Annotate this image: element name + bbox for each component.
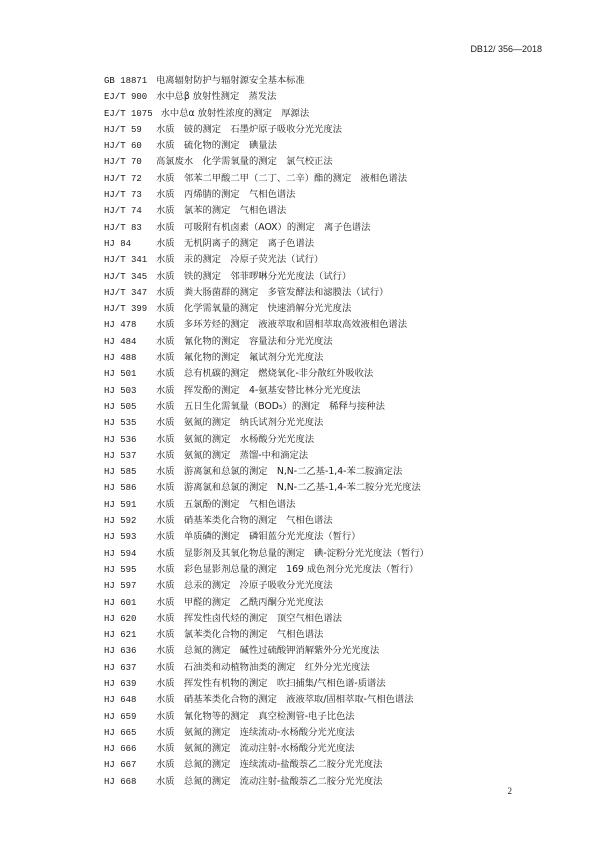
standard-entry — [104, 187, 429, 203]
standard-code: HJ 659 — [104, 711, 137, 722]
standard-title: 水质 显影剂及其氧化物总量的测定 碘-淀粉分光光度法（暂行） — [156, 547, 429, 559]
standard-code: HJ/T 74 — [104, 206, 142, 217]
standard-title: 水质 游离氯和总氯的测定 N,N-二乙基-1,4-苯二胺滴定法 — [156, 466, 403, 478]
standard-title: 水质 氨氮的测定 蒸馏-中和滴定法 — [156, 449, 309, 461]
standard-entry — [104, 171, 429, 187]
document-number: DB12/ 356—2018 — [470, 44, 542, 54]
standard-title: 水质 硝基苯类化合物的测定 液液萃取/固相萃取-气相色谱法 — [156, 694, 414, 706]
standard-entry — [104, 562, 429, 578]
standard-entry — [104, 366, 429, 382]
standard-entry — [104, 106, 429, 122]
standard-title: 水质 五日生化需氧量（BOD₅）的测定 稀释与接种法 — [156, 400, 385, 412]
standard-entry — [104, 399, 429, 415]
standard-entry — [104, 350, 429, 366]
standard-code: HJ 620 — [104, 613, 137, 624]
standard-code: HJ 536 — [104, 434, 137, 445]
standard-entry — [104, 529, 429, 545]
standard-code: HJ/T 73 — [104, 190, 142, 201]
standard-title: 水质 铍的测定 石墨炉原子吸收分光光度法 — [156, 123, 342, 135]
standard-code: HJ/T 72 — [104, 173, 142, 184]
standard-code: HJ 488 — [104, 353, 137, 364]
standard-entry — [104, 627, 429, 643]
standard-title: 水质 硫化物的测定 碘量法 — [156, 140, 277, 152]
standard-entry — [104, 757, 429, 773]
standard-entry — [104, 611, 429, 627]
standard-code: HJ 621 — [104, 630, 137, 641]
standard-entry — [104, 220, 429, 236]
standard-entry — [104, 236, 429, 252]
standard-code: HJ 501 — [104, 369, 137, 380]
standard-title: 水质 硝基苯类化合物的测定 气相色谱法 — [156, 515, 333, 527]
standard-code: HJ 84 — [104, 238, 132, 249]
standard-entry — [104, 448, 429, 464]
standard-title: 水质 总氮的测定 碱性过硫酸钾消解紫外分光光度法 — [156, 645, 380, 657]
standard-code: HJ/T 70 — [104, 157, 142, 168]
standard-code: HJ 665 — [104, 727, 137, 738]
standard-entry — [104, 252, 429, 268]
standard-code: HJ 484 — [104, 336, 137, 347]
standard-code: HJ/T 347 — [104, 287, 148, 298]
standard-title: 水质 挥发性卤代烃的测定 顶空气相色谱法 — [156, 612, 342, 624]
standard-code: HJ 593 — [104, 532, 137, 543]
standard-entry — [104, 415, 429, 431]
standard-code: EJ/T 1075 — [104, 108, 153, 119]
standard-title: 水质 可吸附有机卤素（AOX）的测定 离子色谱法 — [156, 221, 371, 233]
standard-title: 水中总α 放射性浓度的测定 厚源法 — [160, 107, 310, 119]
standard-code: HJ 666 — [104, 744, 137, 755]
standard-entry — [104, 89, 429, 105]
standard-entry — [104, 709, 429, 725]
standard-entry — [104, 464, 429, 480]
standard-code: HJ/T 60 — [104, 141, 142, 152]
standard-title: 水质 游离氯和总氯的测定 N,N-二乙基-1,4-苯二胺分光光度法 — [156, 482, 421, 494]
standard-title: 水质 总氮的测定 连续流动-盐酸萘乙二胺分光光度法 — [156, 759, 383, 771]
standard-entry — [104, 546, 429, 562]
standard-code: HJ 478 — [104, 320, 137, 331]
standard-title: 电离辐射防护与辐射源安全基本标准 — [156, 75, 305, 86]
standard-code: HJ 537 — [104, 450, 137, 461]
standard-entry — [104, 432, 429, 448]
standard-title: 水质 粪大肠菌群的测定 多管发酵法和滤膜法（试行） — [156, 286, 389, 298]
standard-entry — [104, 122, 429, 138]
standard-title: 水质 氰化物的测定 容量法和分光光度法 — [156, 335, 333, 347]
standard-title: 水质 总氮的测定 流动注射-盐酸萘乙二胺分光光度法 — [156, 775, 383, 787]
standard-title: 水质 总汞的测定 冷原子吸收分光光度法 — [156, 580, 333, 592]
standard-title: 水质 多环芳烃的测定 液液萃取和固相萃取高效液相色谱法 — [156, 319, 408, 331]
standard-title: 水质 挥发性有机物的测定 吹扫捕集/气相色谱-质谱法 — [156, 677, 386, 689]
standard-title: 水质 彩色显影剂总量的测定 169 成色剂分光光度法（暂行） — [156, 563, 419, 575]
standard-entry — [104, 578, 429, 594]
standard-code: HJ 597 — [104, 581, 137, 592]
standard-title: 水质 氯苯类化合物的测定 气相色谱法 — [156, 629, 324, 641]
standard-code: EJ/T 900 — [104, 92, 148, 103]
standard-title: 水质 化学需氧量的测定 快速消解分光光度法 — [156, 303, 352, 315]
standard-title: 水质 氯苯的测定 气相色谱法 — [156, 205, 287, 217]
standard-title: 水质 甲醛的测定 乙酰丙酮分光光度法 — [156, 596, 324, 608]
standard-entry — [104, 497, 429, 513]
standard-code: HJ 585 — [104, 467, 137, 478]
standard-code: HJ 591 — [104, 499, 137, 510]
standard-entry — [104, 676, 429, 692]
standard-entry — [104, 334, 429, 350]
standard-title: 水质 氨氮的测定 流动注射-水杨酸分光光度法 — [156, 743, 355, 755]
standard-code: HJ 648 — [104, 695, 137, 706]
standard-title: 水质 石油类和动植物油类的测定 红外分光光度法 — [156, 661, 370, 673]
standard-entry — [104, 203, 429, 219]
standard-entry — [104, 513, 429, 529]
standard-entry — [104, 774, 429, 790]
standard-code: HJ 601 — [104, 597, 137, 608]
standard-entry — [104, 595, 429, 611]
standard-entry — [104, 692, 429, 708]
standard-code: HJ 503 — [104, 385, 137, 396]
standard-title: 水质 挥发酚的测定 4-氨基安替比林分光光度法 — [156, 384, 361, 396]
standard-entry — [104, 285, 429, 301]
standard-entry — [104, 383, 429, 399]
standard-entry — [104, 317, 429, 333]
standard-title: 水质 氰化物等的测定 真空检测管-电子比色法 — [156, 710, 355, 722]
standard-code: HJ 667 — [104, 760, 137, 771]
standard-code: HJ 592 — [104, 516, 137, 527]
standard-code: HJ 637 — [104, 662, 137, 673]
standard-entry — [104, 73, 429, 89]
standard-title: 水质 氟化物的测定 氟试剂分光光度法 — [156, 352, 324, 364]
standard-entry — [104, 301, 429, 317]
standard-entry — [104, 269, 429, 285]
standard-title: 水质 氨氮的测定 连续流动-水杨酸分光光度法 — [156, 726, 355, 738]
standard-title: 水中总β 放射性测定 蒸发法 — [156, 91, 277, 103]
page-number: 2 — [507, 786, 512, 796]
standard-title: 水质 铁的测定 邻菲啰啉分光光度法（试行） — [156, 270, 352, 282]
standard-entry — [104, 138, 429, 154]
standard-code: HJ 668 — [104, 776, 137, 787]
standard-title: 高氯废水 化学需氧量的测定 氯气校正法 — [156, 156, 333, 168]
standard-code: HJ/T 59 — [104, 124, 142, 135]
standard-title: 水质 邻苯二甲酸二甲（二丁、二辛）酯的测定 液相色谱法 — [156, 172, 408, 184]
standard-entry — [104, 725, 429, 741]
standard-code: HJ/T 399 — [104, 304, 148, 315]
standard-code: HJ/T 345 — [104, 271, 148, 282]
standard-entry — [104, 660, 429, 676]
standard-title: 水质 单质磷的测定 磷钼蓝分光光度法（暂行） — [156, 531, 361, 543]
standard-entry — [104, 154, 429, 170]
standard-code: HJ 639 — [104, 678, 137, 689]
standard-code: HJ 594 — [104, 548, 137, 559]
standard-code: HJ 535 — [104, 418, 137, 429]
standard-code: HJ 595 — [104, 564, 137, 575]
standard-code: HJ/T 341 — [104, 255, 148, 266]
standard-title: 水质 总有机碳的测定 燃烧氧化-非分散红外吸收法 — [156, 368, 374, 380]
standard-title: 水质 无机阴离子的测定 离子色谱法 — [156, 237, 315, 249]
standard-code: GB 18871 — [104, 76, 148, 86]
standard-entry — [104, 480, 429, 496]
standard-code: HJ/T 83 — [104, 222, 142, 233]
standard-title: 水质 五氯酚的测定 气相色谱法 — [156, 498, 296, 510]
standard-code: HJ 505 — [104, 401, 137, 412]
standard-title: 水质 丙烯腈的测定 气相色谱法 — [156, 189, 296, 201]
standard-title: 水质 氨氮的测定 水杨酸分光光度法 — [156, 433, 315, 445]
standard-entry — [104, 643, 429, 659]
standard-code: HJ 636 — [104, 646, 137, 657]
standard-title: 水质 汞的测定 冷原子荧光法（试行） — [156, 254, 324, 266]
standard-title: 水质 氨氮的测定 纳氏试剂分光光度法 — [156, 417, 324, 429]
standard-entry — [104, 741, 429, 757]
normative-references-list — [104, 73, 429, 790]
standard-code: HJ 586 — [104, 483, 137, 494]
